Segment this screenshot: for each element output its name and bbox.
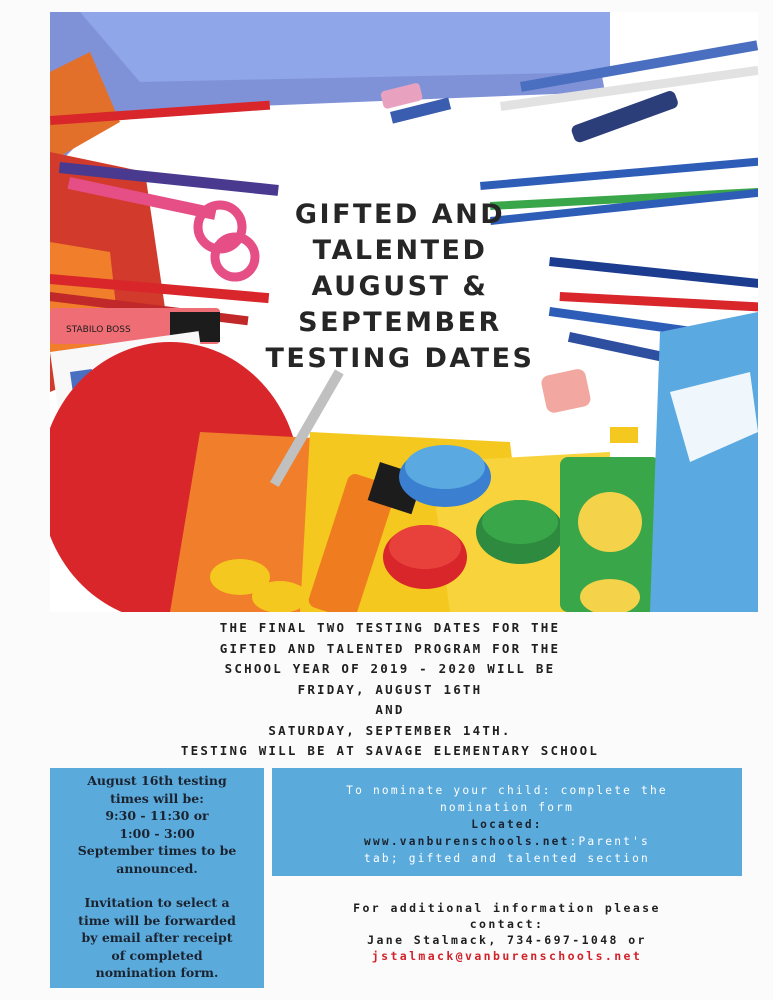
- times-line: announced.: [116, 860, 198, 876]
- announcement-line: GIFTED AND TALENTED PROGRAM FOR THE: [219, 640, 561, 656]
- svg-text:STABILO BOSS: STABILO BOSS: [66, 325, 131, 335]
- times-line: times will be:: [110, 790, 204, 806]
- hero-image: [50, 12, 758, 612]
- testing-dates-announcement: [90, 618, 690, 762]
- announcement-line: FRIDAY, AUGUST 16TH: [297, 681, 483, 697]
- invite-line: nomination form.: [95, 965, 219, 980]
- invite-line: by email after receipt: [81, 930, 233, 945]
- title-line: TALENTED: [312, 235, 488, 266]
- located-label: Located:: [471, 818, 543, 831]
- title-line: TESTING DATES: [265, 343, 535, 374]
- times-line: 9:30 - 11:30 or: [105, 808, 209, 823]
- url-suffix: :Parent's: [569, 835, 650, 848]
- announcement-line: THE FINAL TWO TESTING DATES FOR THE: [219, 620, 561, 635]
- title-line: SEPTEMBER: [298, 307, 502, 338]
- invite-line: Invitation to select a: [84, 895, 230, 910]
- nominate-line: To nominate your child: complete the: [346, 784, 668, 797]
- contact-line: For additional information please: [353, 901, 661, 915]
- invite-line: time will be forwarded: [78, 912, 236, 928]
- nomination-url-line: [272, 833, 742, 850]
- times-line: 1:00 - 3:00: [119, 825, 195, 841]
- nominate-line: tab; gifted and talented section: [364, 852, 650, 865]
- announcement-line: TESTING WILL BE AT SAVAGE ELEMENTARY SCHOOL: [180, 743, 600, 758]
- contact-info: [272, 900, 742, 964]
- school-website-link[interactable]: www.vanburenschools.net: [364, 835, 570, 848]
- title-line: GIFTED AND: [294, 199, 506, 230]
- invite-line: of completed: [111, 947, 203, 963]
- contact-email-link[interactable]: jstalmack@vanburenschools.net: [371, 949, 643, 963]
- times-line: September times to be: [77, 843, 237, 858]
- announcement-line: AND: [375, 702, 405, 717]
- testing-times-box: [50, 768, 264, 988]
- flyer-title: [200, 197, 600, 377]
- nominate-line: nomination form: [439, 801, 575, 814]
- spacer: [50, 877, 264, 894]
- times-line: August 16th testing: [87, 773, 227, 788]
- announcement-line: SATURDAY, SEPTEMBER 14TH.: [268, 722, 512, 738]
- nomination-info-box: [272, 768, 742, 876]
- contact-line: contact:: [469, 917, 545, 931]
- contact-phone-line: Jane Stalmack, 734-697-1048 or: [367, 933, 647, 947]
- title-line: AUGUST &: [311, 271, 489, 302]
- announcement-line: SCHOOL YEAR OF 2019 - 2020 WILL BE: [224, 661, 556, 676]
